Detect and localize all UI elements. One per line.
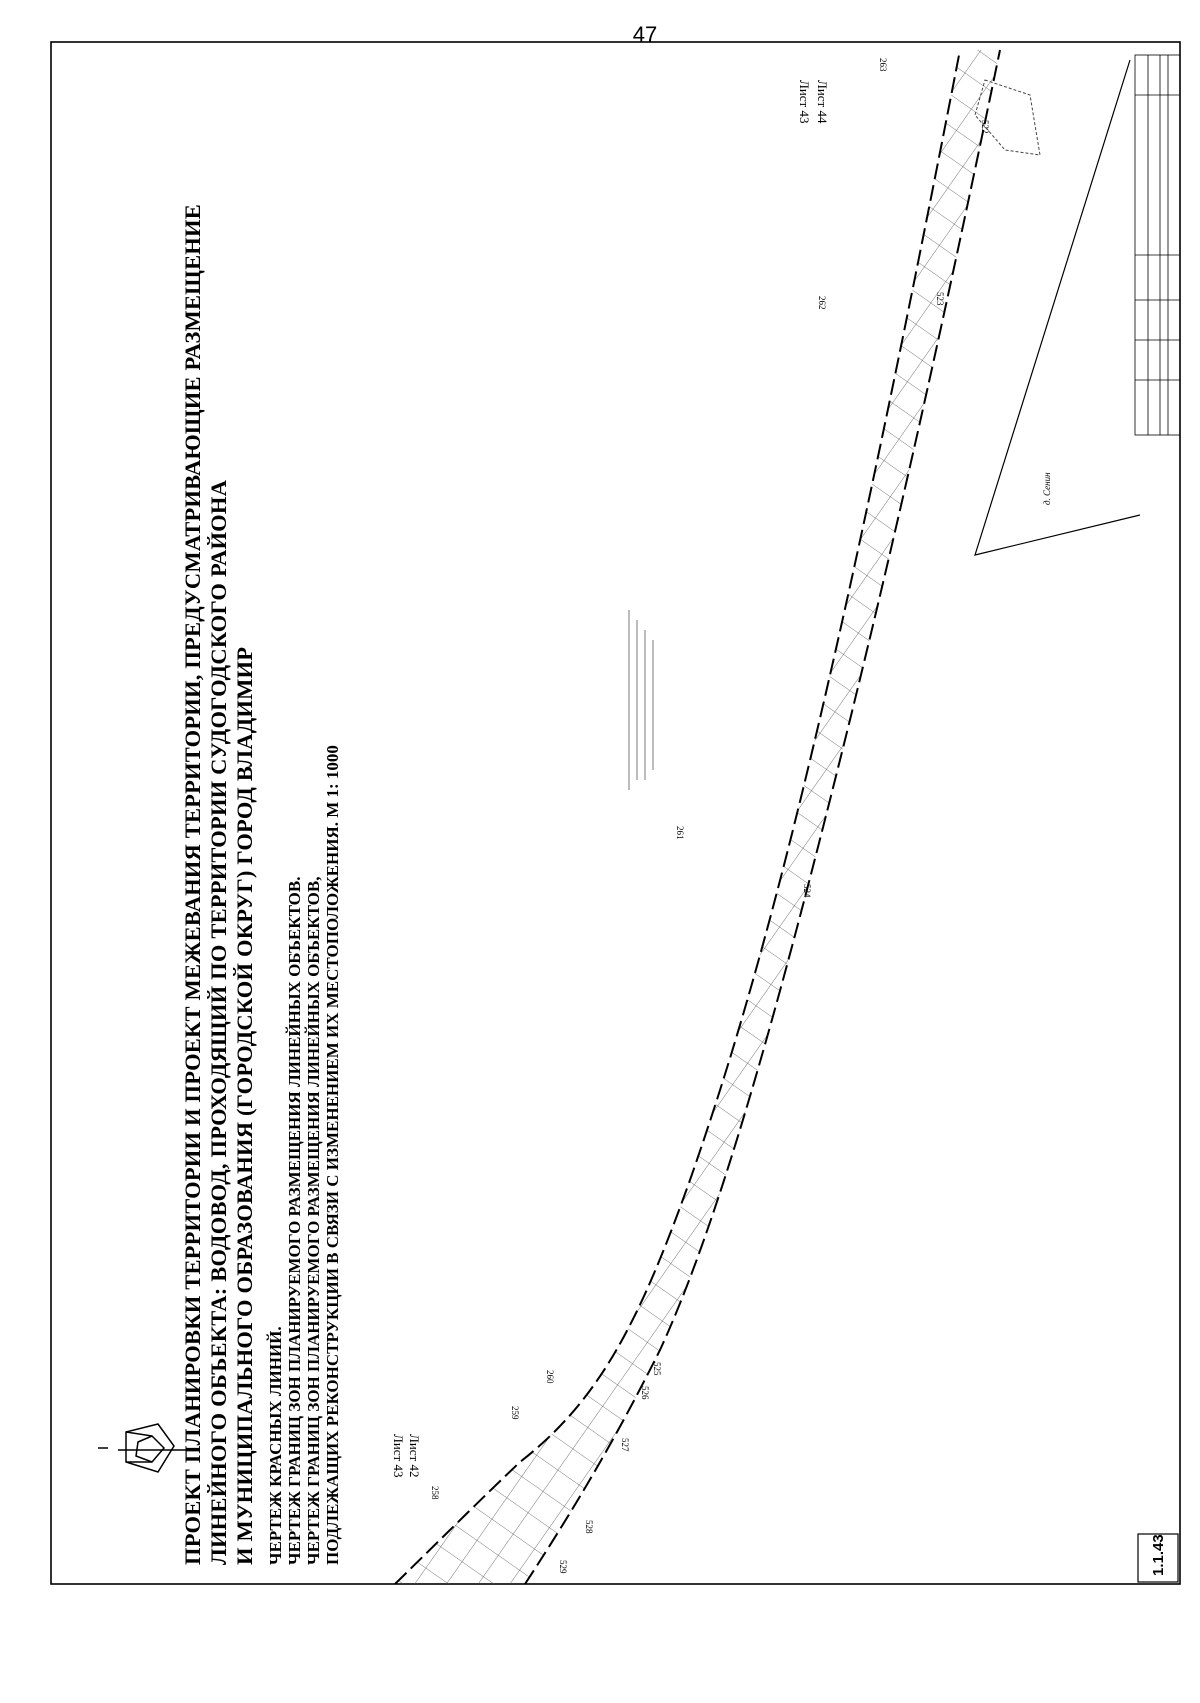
- sheet-link-right-2: Лист 44: [815, 80, 830, 124]
- title-line-2: ЛИНЕЙНОГО ОБЪЕКТА: ВОДОВОД, ПРОХОДЯЩИЙ ПО ТЕРРИТОРИИ СУДОГОДСКОГО РАЙОНА: [206, 479, 231, 1565]
- title-stamp: [1135, 55, 1180, 435]
- parcel-boundary: [975, 60, 1140, 555]
- point-label-261: 261: [675, 826, 685, 840]
- title-block: [180, 5, 540, 1565]
- point-label-259: 259: [510, 1406, 520, 1420]
- point-label-527: 527: [620, 1438, 630, 1452]
- sheet-link-left-1: Лист 42: [407, 1434, 422, 1478]
- point-label-529: 529: [558, 1560, 568, 1574]
- sheet-code: 1.1.43: [1150, 1534, 1167, 1576]
- subtitle-line-2: ЧЕРТЕЖ ГРАНИЦ ЗОН ПЛАНИРУЕМОГО РАЗМЕЩЕНИЯ ЛИНЕЙНЫХ ОБЪЕКТОВ.: [285, 876, 304, 1565]
- faint-stamp: [628, 610, 654, 790]
- subtitle-line-3: ЧЕРТЕЖ ГРАНИЦ ЗОН ПЛАНИРУЕМОГО РАЗМЕЩЕНИЯ ЛИНЕЙНЫХ ОБЪЕКТОВ,: [304, 876, 323, 1565]
- point-label-262: 262: [817, 296, 827, 310]
- point-label-522: 522: [980, 120, 990, 134]
- title-line-1: ПРОЕКТ ПЛАНИРОВКИ ТЕРРИТОРИИ И ПРОЕКТ МЕЖЕВАНИЯ ТЕРРИТОРИИ, ПРЕДУСМАТРИВАЮЩИЕ РАЗМЕЩЕНИЕ: [180, 204, 205, 1565]
- north-arrow-icon: [98, 1424, 186, 1472]
- point-label-258: 258: [430, 1486, 440, 1500]
- point-label-525: 525: [652, 1362, 662, 1376]
- subtitle-line-4: ПОДЛЕЖАЩИХ РЕКОНСТРУКЦИИ В СВЯЗИ С ИЗМЕНЕНИЕМ ИХ МЕСТОПОЛОЖЕНИЯ. М 1: 1000: [323, 745, 342, 1565]
- point-label-260: 260: [545, 1370, 555, 1384]
- parcel-label: д. Сенин: [1042, 472, 1052, 505]
- title-line-3: И МУНИЦИПАЛЬНОГО ОБРАЗОВАНИЯ (ГОРОДСКОЙ ОКРУГ) ГОРОД ВЛАДИМИР: [232, 646, 257, 1565]
- point-label-526: 526: [640, 1386, 650, 1400]
- sheet-link-right-1: Лист 43: [797, 80, 812, 124]
- subtitle-line-1: ЧЕРТЕЖ КРАСНЫХ ЛИНИЙ.: [266, 1326, 285, 1565]
- page-number: 47: [632, 22, 658, 47]
- point-label-523: 523: [935, 292, 945, 306]
- point-label-524: 524: [802, 884, 812, 898]
- point-label-263: 263: [878, 58, 888, 72]
- point-label-528: 528: [584, 1520, 594, 1534]
- sheet-link-left-2: Лист 43: [391, 1434, 406, 1478]
